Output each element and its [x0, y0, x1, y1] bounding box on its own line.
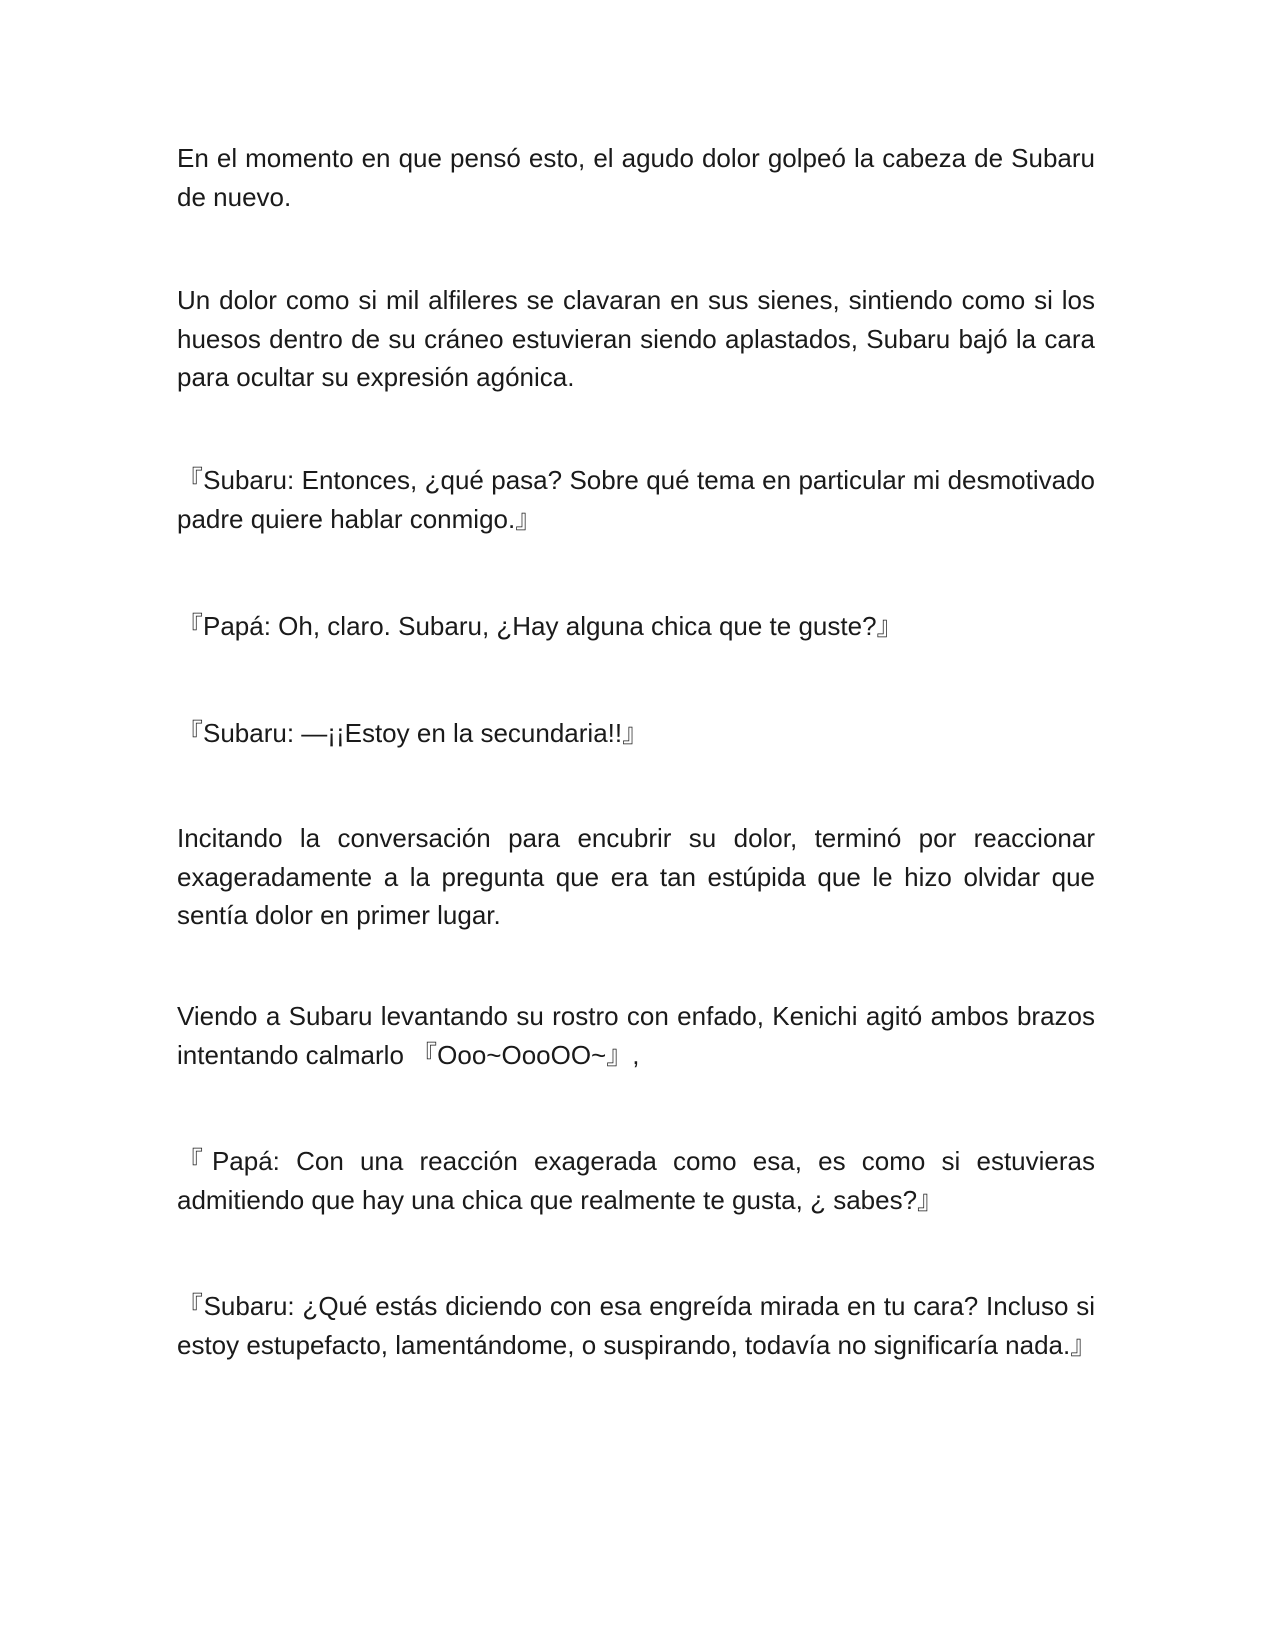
paragraph-dialogue-subaru-1: 『Subaru: Entonces, ¿qué pasa? Sobre qué tema en particular mi desmotivado padre quiere hablar conmigo.』: [177, 465, 1096, 534]
paragraph-1: En el momento en que pensó esto, el agudo dolor golpeó la cabeza de Subaru de nuevo.: [177, 143, 1095, 212]
paragraph-dialogue-subaru-2: 『Subaru: —¡¡Estoy en la secundaria!!』: [177, 718, 649, 748]
paragraph-3: Incitando la conversación para encubrir su dolor, terminó por reaccionar exageradamente a la pregunta que era tan estúpida que le hizo olvidar que sentía dolor en primer lugar.: [177, 823, 1095, 930]
paragraph-4: Viendo a Subaru levantando su rostro con enfado, Kenichi agitó ambos brazos intentando calmarlo 『Ooo~OooOO~』,: [177, 1001, 1095, 1070]
paragraph-2: Un dolor como si mil alfileres se clavaran en sus sienes, sintiendo como si los huesos dentro de su cráneo estuvieran siendo aplastados, Subaru bajó la cara para ocultar su expresión agónica.: [177, 285, 1095, 392]
paragraph-dialogue-papa-1: 『Papá: Oh, claro. Subaru, ¿Hay alguna chica que te guste?』: [177, 611, 903, 641]
paragraph-dialogue-subaru-3: 『Subaru: ¿Qué estás diciendo con esa engreída mirada en tu cara? Incluso si estoy estupefacto, lamentándome, o suspirando, todavía no significaría nada.』: [177, 1291, 1097, 1360]
paragraph-dialogue-papa-2: 『Papá: Con una reacción exagerada como esa, es como si estuvieras admitiendo que hay una chica que realmente te gusta, ¿ sabes?』: [177, 1146, 1095, 1215]
